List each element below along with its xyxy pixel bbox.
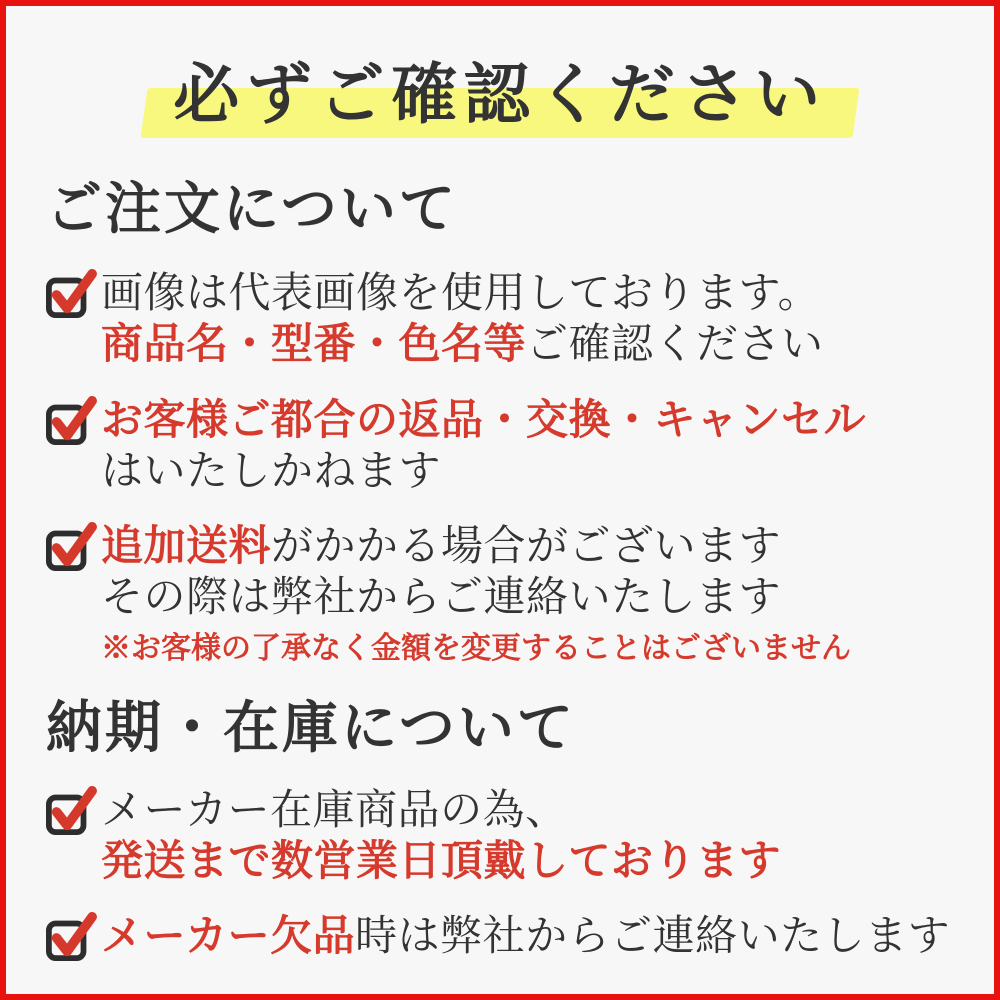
page-title: 必ずご確認ください xyxy=(173,55,827,133)
section-heading-delivery-stock: 納期・在庫について xyxy=(46,694,576,761)
checkbox-icon xyxy=(46,522,96,572)
text-segment: メーカー在庫商品の為、 xyxy=(101,784,568,834)
text-segment-red: 発送まで数営業日頂戴しております xyxy=(101,836,782,886)
notice-item-maker-stock xyxy=(46,784,954,886)
item-line xyxy=(101,910,954,961)
item-text xyxy=(101,520,954,666)
text-segment: 時は弊社からご連絡いたします xyxy=(355,911,951,961)
text-segment-red: メーカー欠品 xyxy=(101,911,356,961)
notice-item-representative-image xyxy=(46,267,954,369)
checkbox-icon xyxy=(46,786,96,836)
notice-item-extra-shipping xyxy=(46,520,954,666)
item-text xyxy=(101,394,954,496)
text-segment: がかかる場合がございます xyxy=(271,521,782,571)
notice-item-maker-out-of-stock xyxy=(46,910,954,962)
text-segment-red: お客様ご都合の返品・交換・キャンセル xyxy=(101,394,867,444)
text-segment-red: 商品名・型番・色名等 xyxy=(101,319,527,369)
item-text xyxy=(101,267,954,369)
checkbox-icon xyxy=(46,396,96,446)
text-segment-red: 追加送料 xyxy=(101,521,272,571)
item-line xyxy=(101,318,954,369)
item-line xyxy=(101,784,954,835)
note-text: ※お客様の了承なく金額を変更することはございません xyxy=(101,630,851,666)
item-line xyxy=(101,520,954,571)
page-title-wrap xyxy=(46,46,954,142)
notice-content xyxy=(6,46,994,962)
item-line xyxy=(101,267,954,318)
text-segment: ご確認ください xyxy=(526,319,824,369)
text-segment: はいたしかねます xyxy=(101,445,442,495)
text-segment: その際は弊社からご連絡いたします xyxy=(101,572,782,622)
item-line xyxy=(101,445,954,496)
checkbox-icon xyxy=(46,269,96,319)
text-segment: 画像は代表画像を使用しております。 xyxy=(101,268,821,318)
item-line xyxy=(101,835,954,886)
item-text xyxy=(101,910,954,961)
item-line xyxy=(101,571,954,622)
notice-item-no-returns xyxy=(46,394,954,496)
section-heading-order: ご注文について xyxy=(46,176,458,242)
item-line xyxy=(101,394,954,445)
checkbox-icon xyxy=(46,912,96,962)
item-text xyxy=(101,784,954,886)
